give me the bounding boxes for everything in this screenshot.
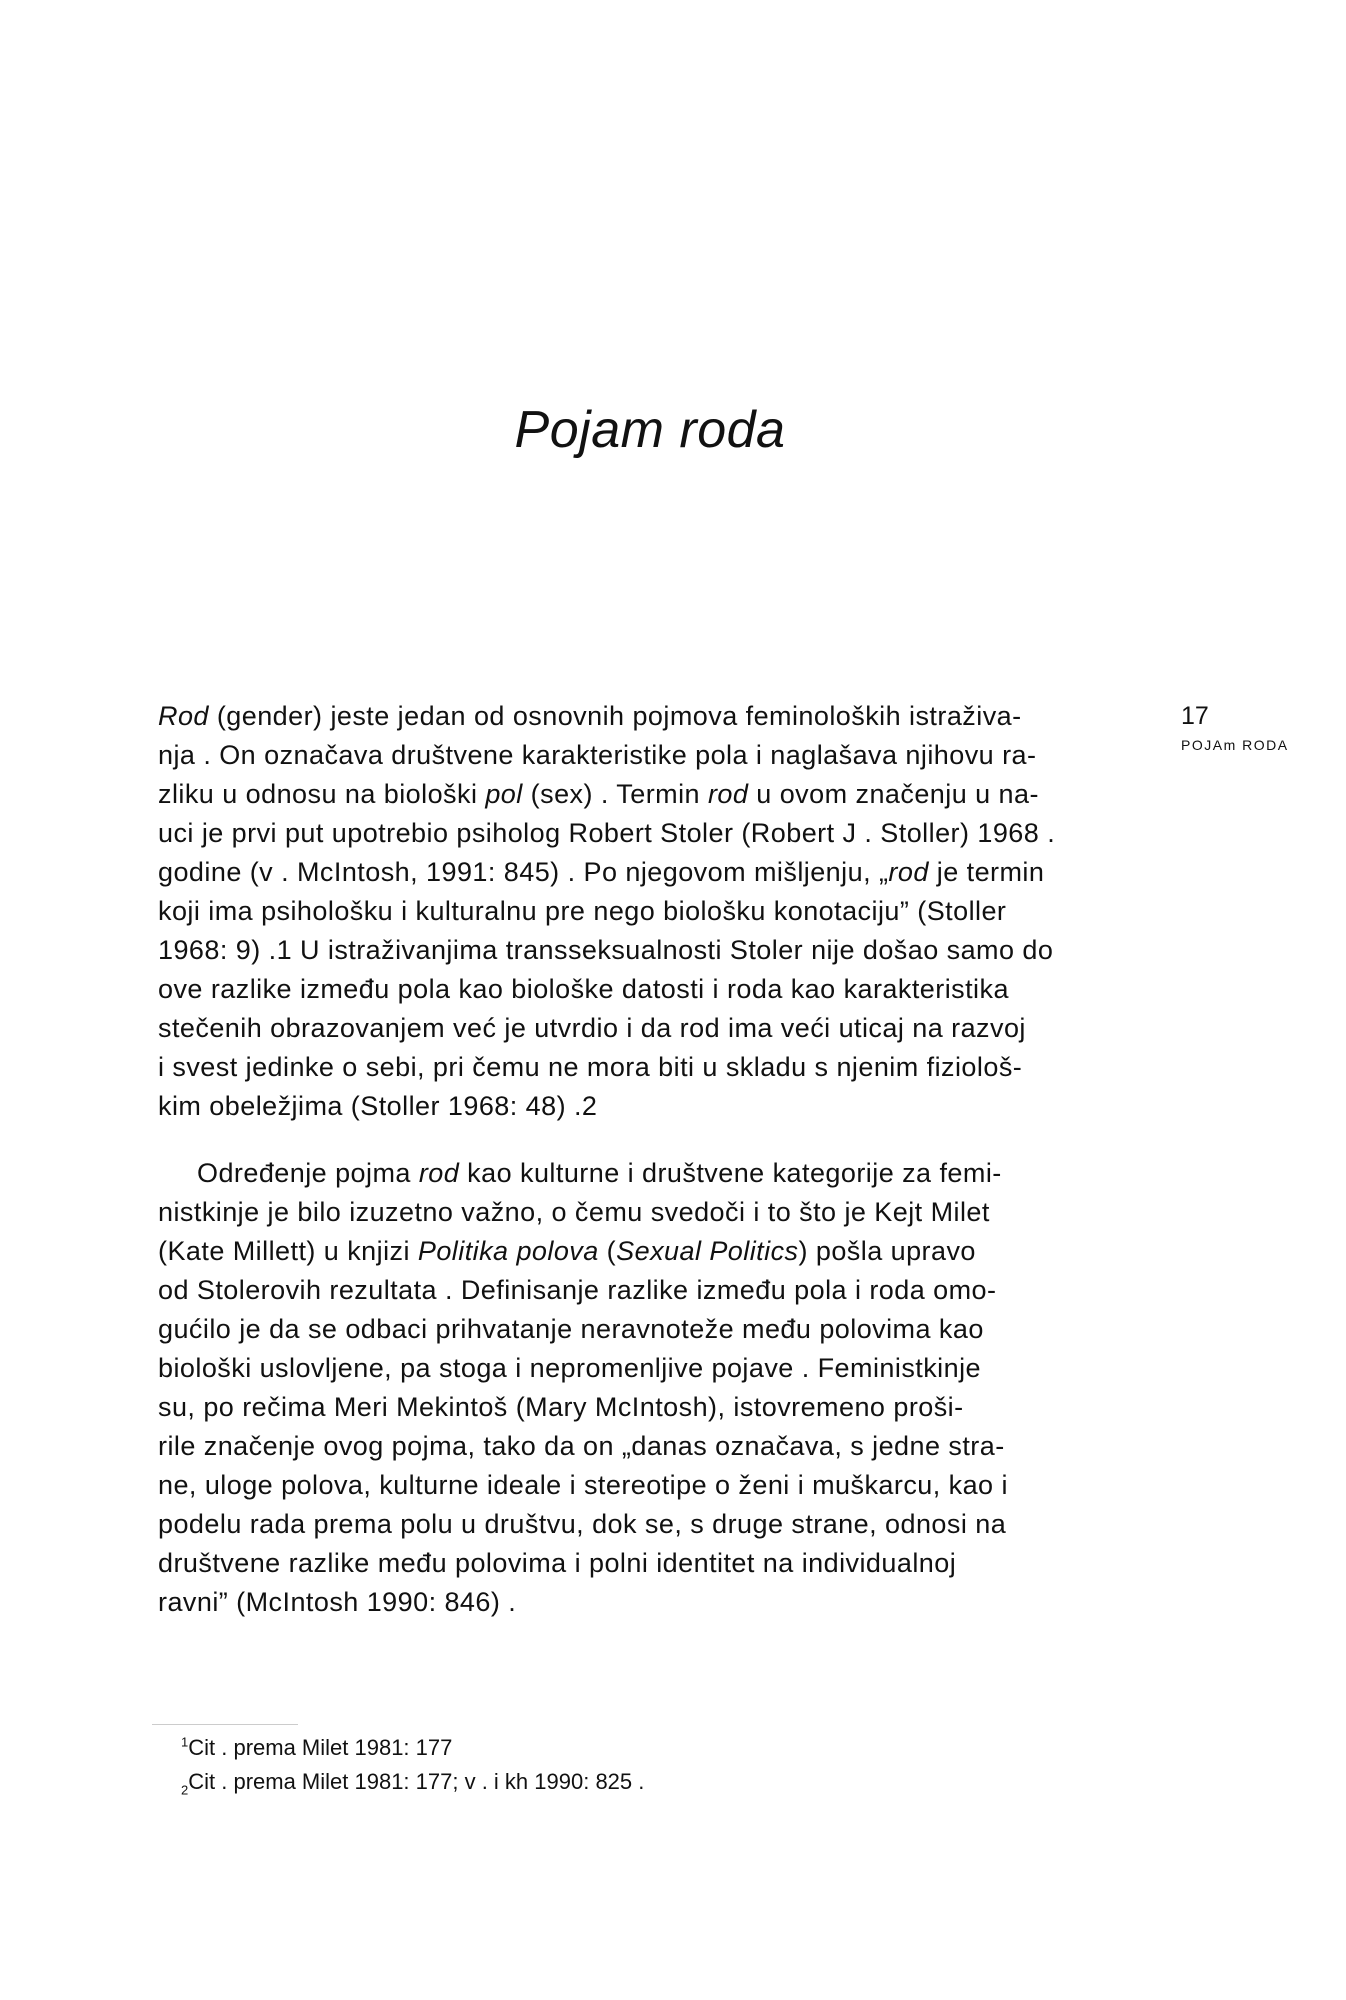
text-line <box>158 1232 1008 1271</box>
text-line <box>158 1310 1008 1349</box>
chapter-title: Pojam roda <box>514 401 786 459</box>
text-span: rile značenje ovog pojma, tako da on „danas označava, s jedne stra- <box>158 1431 1005 1461</box>
text-span: kim obeležjima (Stoller 1968: 48) .2 <box>158 1091 598 1121</box>
running-head: POJAm RODA <box>1181 737 1289 753</box>
italic-text: Rod <box>158 701 209 731</box>
italic-text: rod <box>707 779 749 809</box>
footnote-divider <box>152 1724 298 1725</box>
footnote-2 <box>181 1768 644 1796</box>
text-line <box>158 697 1055 736</box>
text-line <box>158 1349 1008 1388</box>
text-span: je termin <box>928 857 1045 887</box>
italic-text: Sexual Politics <box>616 1236 799 1266</box>
text-span: (gender) jeste jedan od osnovnih pojmova feminoloških istraživa- <box>208 701 1022 731</box>
text-span: podelu rada prema polu u društvu, dok se, s druge strane, odnosi na <box>158 1509 1007 1539</box>
text-line <box>158 931 1055 970</box>
italic-text: rod <box>888 857 929 887</box>
footnote-mark: 2 <box>181 1782 189 1798</box>
italic-text: Politika polova <box>417 1236 599 1266</box>
text-line <box>158 1048 1055 1087</box>
text-line <box>158 1271 1008 1310</box>
text-line <box>158 970 1055 1009</box>
text-line <box>158 1427 1008 1466</box>
text-line <box>158 1154 1008 1193</box>
footnote-text: Cit . prema Milet 1981: 177 <box>188 1735 453 1760</box>
text-span: od Stolerovih rezultata . Definisanje razlike između pola i roda omo- <box>158 1275 997 1305</box>
footnote-1 <box>181 1734 452 1762</box>
page-number: 17 <box>1181 702 1209 730</box>
text-line <box>158 1544 1008 1583</box>
text-span: i svest jedinke o sebi, pri čemu ne mora biti u skladu s njenim fiziološ- <box>158 1052 1023 1082</box>
footnote-text: Cit . prema Milet 1981: 177; v . i kh 1990: 825 . <box>188 1769 645 1794</box>
text-span: nja . On označava društvene karakteristike pola i naglašava njihovu ra- <box>158 740 1037 770</box>
text-line <box>158 1388 1008 1427</box>
text-span: gućilo je da se odbaci prihvatanje neravnoteže među polovima kao <box>158 1314 984 1344</box>
text-span: koji ima psihološku i kulturalnu pre nego biološku konotaciju” (Stoller <box>158 896 1007 926</box>
text-span: stečenih obrazovanjem već je utvrdio i da rod ima veći uticaj na razvoj <box>158 1013 1026 1043</box>
text-span: (Kate Millett) u knjizi <box>158 1236 418 1266</box>
text-line <box>158 775 1055 814</box>
text-span: ) pošla upravo <box>798 1236 976 1266</box>
text-span: ne, uloge polova, kulturne ideale i stereotipe o ženi i muškarcu, kao i <box>158 1470 1008 1500</box>
text-span: nistkinje je bilo izuzetno važno, o čemu svedoči i to što je Kejt Milet <box>158 1197 990 1227</box>
text-span: biološki uslovljene, pa stoga i nepromenljive pojave . Feministkinje <box>158 1353 982 1383</box>
text-line <box>158 736 1055 775</box>
text-line <box>158 814 1055 853</box>
text-line <box>158 1583 1008 1622</box>
text-span: godine (v . McIntosh, 1991: 845) . Po njegovom mišljenju, „ <box>158 857 889 887</box>
text-line <box>158 853 1055 892</box>
text-span: ove razlike između pola kao biološke datosti i roda kao karakteristika <box>158 974 1009 1004</box>
text-span: ravni” (McIntosh 1990: 846) . <box>158 1587 517 1617</box>
text-line <box>158 1009 1055 1048</box>
text-span: uci je prvi put upotrebio psiholog Robert Stoler (Robert J . Stoller) 1968 . <box>158 818 1056 848</box>
text-span: u ovom značenju u na- <box>748 779 1039 809</box>
text-line <box>158 1193 1008 1232</box>
text-line <box>158 892 1055 931</box>
text-line <box>158 1505 1008 1544</box>
text-span: društvene razlike među polovima i polni identitet na individualnoj <box>158 1548 957 1578</box>
text-line <box>158 1087 1055 1126</box>
paragraph-2 <box>158 1154 1008 1622</box>
paragraph-1 <box>158 697 1055 1126</box>
text-span: zliku u odnosu na biološki <box>158 779 486 809</box>
text-span: 1968: 9) .1 U istraživanjima transseksualnosti Stoler nije došao samo do <box>158 935 1054 965</box>
italic-text: rod <box>418 1158 460 1188</box>
footnote-mark: 1 <box>181 1734 189 1750</box>
text-span: Određenje pojma <box>197 1158 419 1188</box>
text-span: (sex) . Termin <box>522 779 708 809</box>
italic-text: pol <box>485 779 523 809</box>
text-span: su, po rečima Meri Mekintoš (Mary McIntosh), istovremeno proši- <box>158 1392 964 1422</box>
text-span: ( <box>598 1236 617 1266</box>
text-line <box>158 1466 1008 1505</box>
text-span: kao kulturne i društvene kategorije za femi- <box>459 1158 1002 1188</box>
